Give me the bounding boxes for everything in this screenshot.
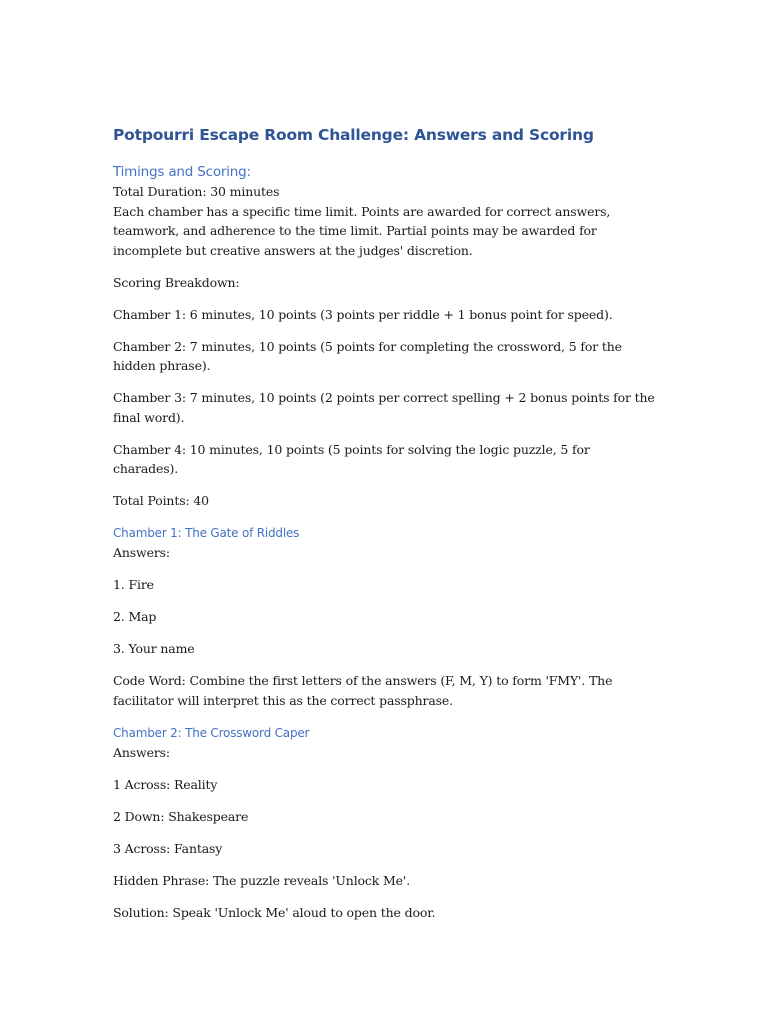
- document-title: Potpourri Escape Room Challenge: Answers and Scoring: [113, 126, 594, 144]
- chamber-2-answer: 2 Down: Shakespeare: [113, 808, 249, 824]
- chamber-4-scoring: Chamber 4: 10 minutes, 10 points (5 points for solving the logic puzzle, 5 for charades).: [113, 441, 590, 476]
- scoring-breakdown-label: Scoring Breakdown:: [113, 274, 240, 290]
- chamber-1-answer: 1. Fire: [113, 577, 154, 592]
- scoring-description: Each chamber has a specific time limit. Points are awarded for correct answers, teamwork, and adherence to the time limit. Partial points may be awarded for incomplete but creative answers at the judges' discretion.: [113, 203, 611, 258]
- chamber-3-scoring: Chamber 3: 7 minutes, 10 points (2 points per correct spelling + 2 bonus points for the final word).: [113, 390, 655, 425]
- chamber-2-answers-label: Answers:: [113, 744, 170, 760]
- chamber-2-answer: 3 Across: Fantasy: [113, 840, 223, 856]
- document-page: [113, 124, 658, 935]
- timings-heading: Timings and Scoring:: [113, 164, 251, 180]
- total-duration: Total Duration: 30 minutes: [113, 184, 280, 199]
- chamber-2-heading: Chamber 2: The Crossword Caper: [113, 725, 310, 740]
- chamber-1-code-word: Code Word: Combine the first letters of the answers (F, M, Y) to form 'FMY'. The facilitator will interpret this as the correct passphrase.: [113, 673, 613, 708]
- chamber-1-answer: 2. Map: [113, 609, 157, 624]
- chamber-1-scoring: Chamber 1: 6 minutes, 10 points (3 points per riddle + 1 bonus point for speed).: [113, 306, 613, 322]
- chamber-2-scoring: Chamber 2: 7 minutes, 10 points (5 points for completing the crossword, 5 for the hidden phrase).: [113, 338, 622, 373]
- chamber-1-heading: Chamber 1: The Gate of Riddles: [113, 526, 300, 540]
- chamber-2-hidden-phrase: Hidden Phrase: The puzzle reveals 'Unlock Me'.: [113, 872, 411, 888]
- total-points: Total Points: 40: [113, 493, 209, 508]
- chamber-2-solution: Solution: Speak 'Unlock Me' aloud to open the door.: [113, 904, 436, 920]
- chamber-2-answer: 1 Across: Reality: [113, 776, 218, 792]
- chamber-1-answer: 3. Your name: [113, 641, 195, 656]
- chamber-1-answers-label: Answers:: [113, 545, 170, 560]
